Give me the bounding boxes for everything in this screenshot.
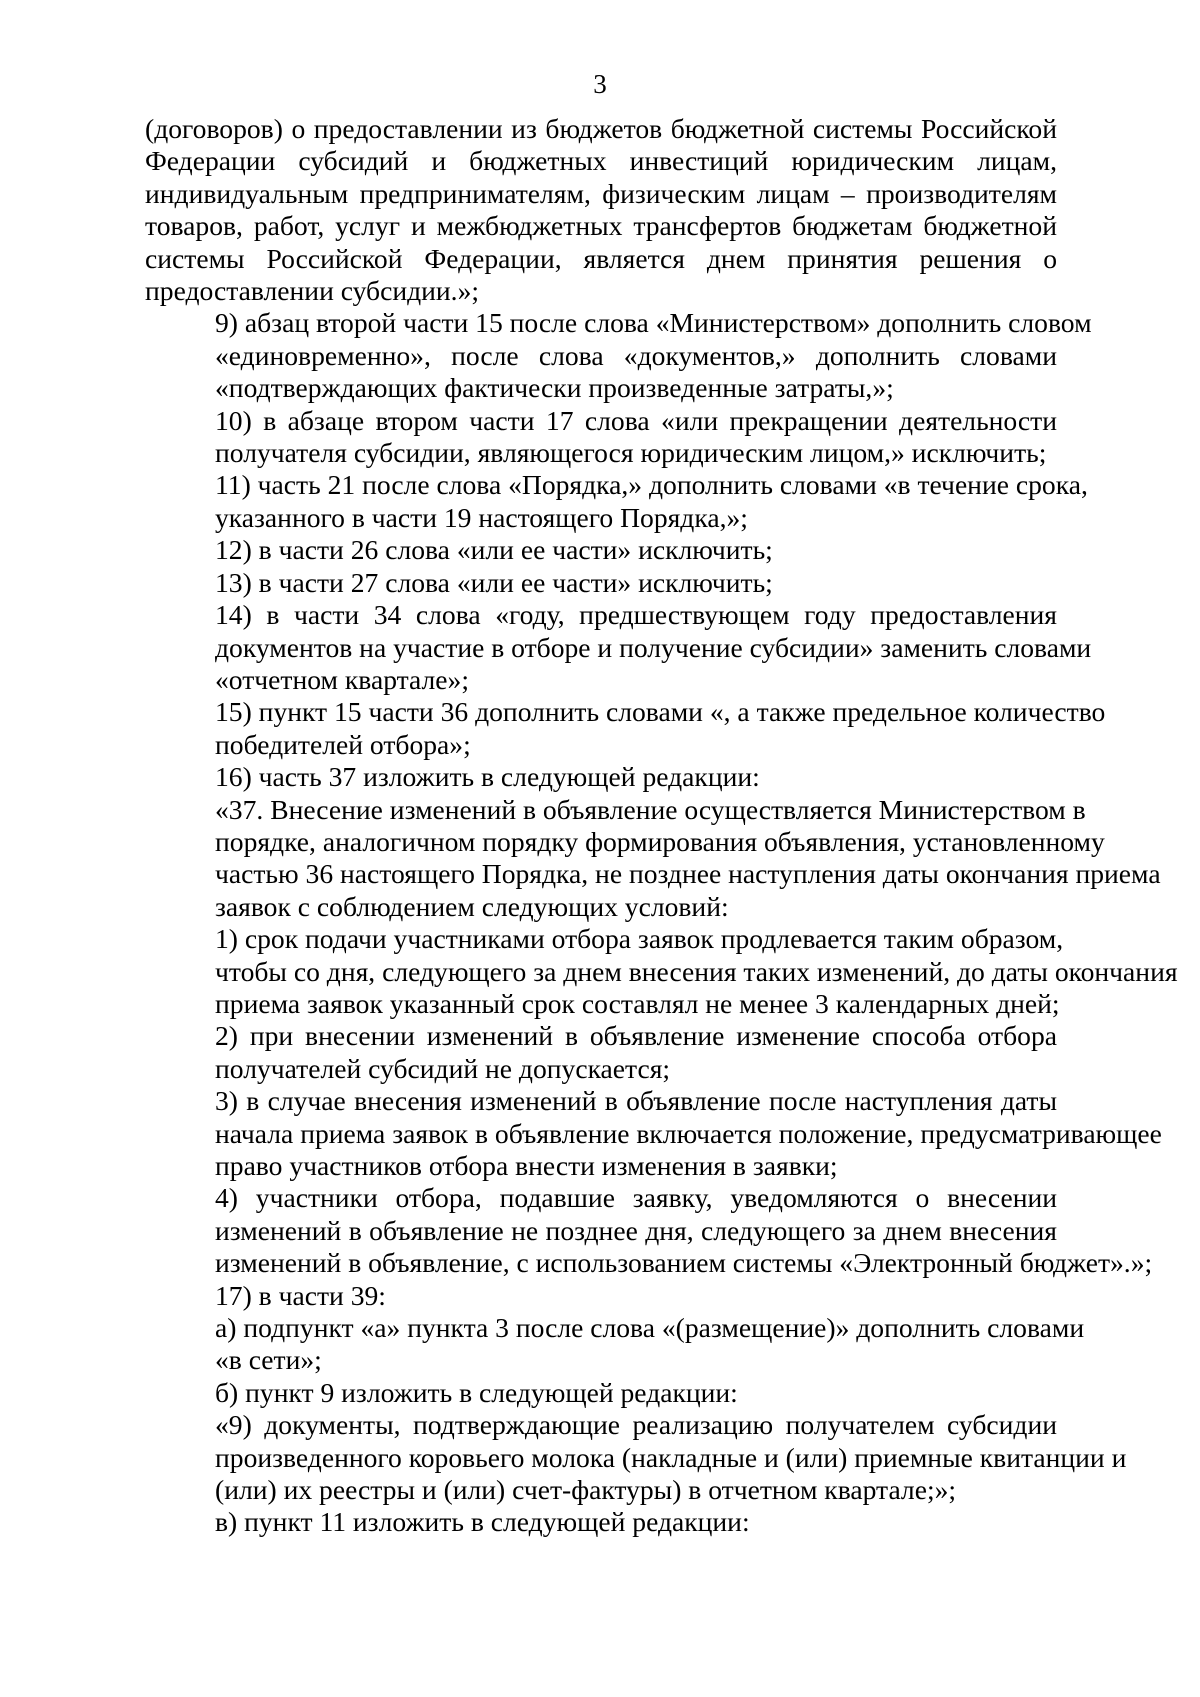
paragraph: [145, 696, 1106, 761]
text-line: предоставлении субсидии.»;: [145, 275, 480, 307]
text-line: «37. Внесение изменений в объявление осуществляется Министерством в: [215, 793, 1086, 825]
text-line: частью 36 настоящего Порядка, не позднее наступления даты окончания приема: [215, 858, 1161, 890]
paragraph: [145, 469, 1088, 534]
paragraph: [145, 1506, 1057, 1538]
paragraph: [145, 599, 1092, 696]
text-line: 12) в части 26 слова «или ее части» исключить;: [215, 534, 773, 566]
text-line: 1) срок подачи участниками отбора заявок продлевается таким образом,: [215, 923, 1064, 955]
text-line: документов на участие в отборе и получение субсидии» заменить словами: [215, 631, 1092, 663]
text-line: произведенного коровьего молока (накладные и (или) приемные квитанции и: [215, 1441, 1127, 1473]
text-line: право участников отбора внести изменения в заявки;: [215, 1150, 838, 1181]
text-line: «подтверждающих фактически произведенные затраты,»;: [215, 372, 894, 404]
text-line: 4) участники отбора, подавшие заявку, уведомляются о внесении: [215, 1182, 1057, 1214]
paragraph: [145, 1377, 1057, 1409]
text-line: (или) их реестры и (или) счет-фактуры) в отчетном квартале;»;: [215, 1474, 957, 1506]
paragraph: [145, 1182, 1153, 1279]
paragraph: [145, 405, 1057, 470]
paragraph: [145, 1409, 1127, 1506]
text-line: 11) часть 21 после слова «Порядка,» дополнить словами «в течение срока,: [215, 469, 1088, 501]
text-line: 13) в части 27 слова «или ее части» исключить;: [215, 566, 773, 598]
text-line: 2) при внесении изменений в объявление изменение способа отбора: [215, 1020, 1057, 1052]
page-number: 3: [593, 69, 607, 99]
text-line: товаров, работ, услуг и межбюджетных трансфертов бюджетам бюджетной: [145, 210, 1057, 242]
text-line: б) пункт 9 изложить в следующей редакции:: [215, 1376, 738, 1408]
text-line: заявок с соблюдением следующих условий:: [215, 890, 729, 922]
paragraph: [145, 567, 1057, 599]
paragraph: [145, 761, 1057, 793]
text-line: начала приема заявок в объявление включается положение, предусматривающее: [215, 1117, 1162, 1149]
paragraph: [145, 793, 1161, 924]
text-line: порядке, аналогичном порядку формирования объявления, установленному: [215, 825, 1105, 857]
text-line: системы Российской Федерации, является днем принятия решения о: [145, 242, 1057, 274]
paragraph: [145, 1312, 1085, 1377]
paragraph: [145, 1020, 1057, 1085]
text-line: 14) в части 34 слова «году, предшествующем году предоставления: [215, 599, 1057, 631]
text-line: победителей отбора»;: [215, 728, 471, 760]
text-line: в) пункт 11 изложить в следующей редакции:: [215, 1506, 750, 1538]
text-line: изменений в объявление не позднее дня, следующего за днем внесения: [215, 1214, 1057, 1246]
text-line: 9) абзац второй части 15 после слова «Министерством» дополнить словом: [215, 307, 1092, 339]
text-line: «единовременно», после слова «документов,» дополнить словами: [215, 339, 1057, 371]
paragraph: [145, 307, 1092, 404]
text-line: «в сети»;: [215, 1344, 322, 1376]
paragraph: [145, 923, 1178, 1020]
text-line: индивидуальным предпринимателям, физическим лицам – производителям: [145, 177, 1057, 209]
paragraph: [145, 1280, 1057, 1312]
text-line: получателей субсидий не допускается;: [215, 1052, 671, 1084]
text-line: чтобы со дня, следующего за днем внесения таких изменений, до даты окончания: [215, 955, 1178, 987]
text-line: «отчетном квартале»;: [215, 663, 469, 695]
text-line: 10) в абзаце втором части 17 слова «или прекращении деятельности: [215, 404, 1057, 436]
text-line: 3) в случае внесения изменений в объявление после наступления даты: [215, 1085, 1057, 1117]
paragraph: [145, 534, 1057, 566]
text-line: «9) документы, подтверждающие реализацию получателем субсидии: [215, 1409, 1057, 1441]
paragraph: [145, 1085, 1162, 1182]
document-body: [145, 113, 1178, 1539]
text-line: получателя субсидии, являющегося юридическим лицом,» исключить;: [215, 437, 1047, 469]
text-line: а) подпункт «а» пункта 3 после слова «(размещение)» дополнить словами: [215, 1312, 1085, 1344]
text-line: 17) в части 39:: [215, 1279, 386, 1311]
paragraph: [145, 113, 1057, 307]
text-line: указанного в части 19 настоящего Порядка,»;: [215, 501, 748, 533]
text-line: 15) пункт 15 части 36 дополнить словами «, а также предельное количество: [215, 696, 1106, 728]
text-line: 16) часть 37 изложить в следующей редакции:: [215, 761, 760, 793]
text-line: (договоров) о предоставлении из бюджетов бюджетной системы Российской: [145, 113, 1057, 144]
text-line: приема заявок указанный срок составлял не менее 3 календарных дней;: [215, 987, 1060, 1019]
text-line: Федерации субсидий и бюджетных инвестиций юридическим лицам,: [145, 145, 1057, 177]
text-line: изменений в объявление, с использованием системы «Электронный бюджет».»;: [215, 1247, 1153, 1279]
